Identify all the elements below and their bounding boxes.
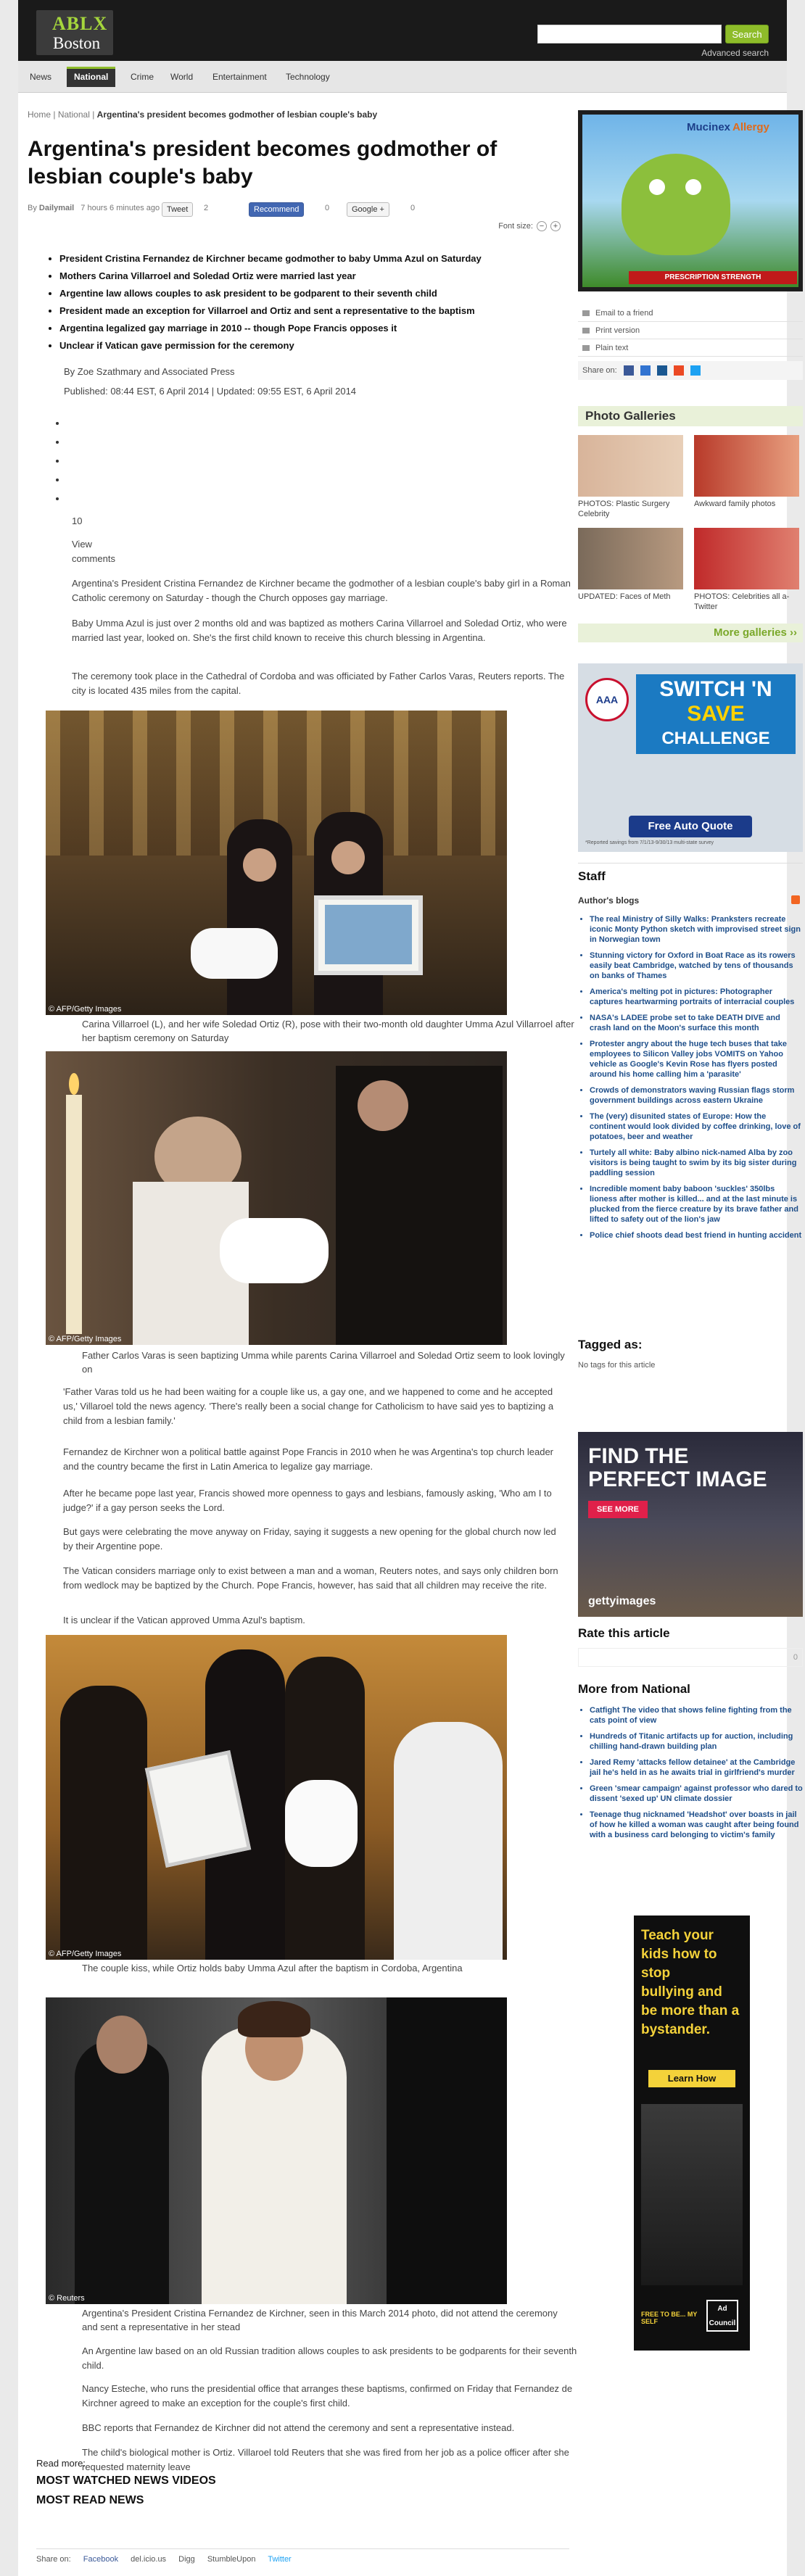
comment-label: comments (72, 553, 115, 564)
rate-box (578, 1626, 803, 1667)
site-header (18, 0, 787, 61)
blog-link[interactable]: • The real Ministry of Silly Walks: Pranksters recreate iconic Monty Python sketch with improvised street sign in Norwegian town (590, 914, 803, 945)
ad-mucinex[interactable] (578, 110, 803, 291)
share-twitter[interactable]: Twitter (268, 2555, 292, 2564)
tagged-box (578, 1338, 803, 1370)
byline (28, 204, 561, 221)
share-digg[interactable]: Digg (178, 2555, 195, 2564)
gallery-label[interactable]: PHOTOS: Plastic Surgery Celebrity (578, 500, 670, 518)
breadcrumb-sep: | (53, 109, 56, 120)
more-link[interactable]: • Green 'smear campaign' against professor who dared to dissent 'sexed up' UN climate dossier (590, 1784, 803, 1804)
ad-line: PERFECT IMAGE (588, 1467, 767, 1491)
gallery-thumb[interactable] (694, 528, 799, 589)
paragraph: But gays were celebrating the move anyway on Friday, saying it suggests a new opening for the global church now led by their Argentine pope. (63, 1526, 556, 1552)
paragraph: The ceremony took place in the Cathedral of Cordoba and was officiated by Father Carlos Varas, Reuters reports. The city is located 435 miles from the capital. (72, 671, 565, 696)
paragraph: Fernandez de Kirchner won a political battle against Pope Francis in 2010 when he was Argentina's top church leader and the country became the first in Latin America to legalize gay marriage. (63, 1446, 553, 1472)
blog-link[interactable]: • NASA's LADEE probe set to take DEATH DIVE and crash land on the Moon's surface this month (590, 1013, 803, 1033)
nav-national[interactable]: National (67, 67, 115, 87)
blog-link[interactable]: • The (very) disunited states of Europe: How the continent would look divided by coffee drinking, love of potatoes, beer and weather (590, 1111, 803, 1142)
photo-credit: © Reuters (49, 2294, 85, 2303)
photo-caption: Carina Villarroel (L), and her wife Soledad Ortiz (R), pose with their two-month old daughter Umma Azul Villarroel after her baptism ceremony on Saturday (82, 1019, 574, 1043)
facebook-icon[interactable] (624, 365, 634, 376)
free-auto-quote-button[interactable]: Free Auto Quote (629, 816, 752, 837)
tagged-heading: Tagged as: (578, 1338, 643, 1351)
authors-blogs-title: Author's blogs (578, 895, 640, 906)
ad-line: Teach your (641, 1928, 714, 1943)
comments-link[interactable] (72, 514, 115, 566)
staff-box (578, 863, 803, 1327)
gallery-label[interactable]: UPDATED: Faces of Meth (578, 592, 671, 601)
galleries-heading: Photo Galleries (578, 406, 803, 426)
ad-tagline: PRESCRIPTION STRENGTH (629, 271, 797, 284)
share-facebook[interactable]: Facebook (83, 2555, 119, 2564)
logo-top: ABLX (52, 13, 108, 34)
ad-council[interactable] (634, 1916, 750, 2351)
digg-icon[interactable] (657, 365, 667, 376)
most-watched-heading[interactable]: MOST WATCHED NEWS VIDEOS (36, 2474, 216, 2487)
blog-link[interactable]: • Crowds of demonstrators waving Russian flags storm government buildings across eastern Ukraine (590, 1085, 803, 1106)
photo-credit: © AFP/Getty Images (49, 1950, 122, 1958)
summary-bullet: • Unclear if Vatican gave permission for the ceremony (59, 337, 550, 355)
print-version-link[interactable]: Print version (578, 322, 803, 339)
page-title: Argentina's president becomes godmother of lesbian couple's baby (28, 137, 498, 189)
summary-bullet: • Argentine law allows couples to ask president to be godparent to their seventh child (59, 285, 550, 302)
summary-bullet: • President made an exception for Villarroel and Ortiz and sent a representative to the baptism (59, 302, 550, 320)
ad-line: FIND THE (588, 1444, 689, 1468)
summary-bullets (49, 250, 550, 355)
blog-link[interactable]: • Protester angry about the huge tech buses that take employees to Silicon Valley jobs VOMITS on Yahoo vehicle as Google's Kevin Rose has flyers posted around his home calling him a 'parasite' (590, 1039, 803, 1080)
ad-getty[interactable] (578, 1432, 803, 1617)
breadcrumb-current: Argentina's president becomes godmother of lesbian couple's baby (96, 109, 378, 120)
share-on-label: Share on: (582, 366, 617, 375)
search-button[interactable]: Search (725, 25, 769, 44)
nav-world[interactable]: World (170, 72, 194, 82)
gallery-thumb[interactable] (578, 435, 683, 497)
tagged-text: No tags for this article (578, 1361, 656, 1370)
photo-caption: Argentina's President Cristina Fernandez de Kirchner, seen in this March 2014 photo, did not attend the ceremony and sent a representative in her stead (82, 2308, 558, 2332)
photo-couple-certificate (46, 711, 507, 1015)
gallery-thumb[interactable] (694, 435, 799, 497)
ad-disclaimer: *Reported savings from 7/1/13-9/30/13 multi-state survey (585, 840, 714, 845)
breadcrumb (28, 109, 377, 120)
paragraph: Baby Umma Azul is just over 2 months old and was baptized as mothers Carina Villarroel and Soledad Ortiz, who were married last year, looked on. She's the first child known to receive this church blessing in Argentina. (72, 618, 567, 643)
published-date: Published: 08:44 EST, 6 April 2014 | Updated: 09:55 EST, 6 April 2014 (64, 386, 357, 397)
summary-bullet: • Argentina legalized gay marriage in 2010 -- though Pope Francis opposes it (59, 320, 550, 337)
more-from-national (578, 1682, 803, 1846)
blog-link[interactable]: • Police chief shoots dead best friend in hunting accident (590, 1230, 803, 1241)
byline-time: 7 hours 6 minutes ago (80, 204, 160, 212)
more-heading: More from National (578, 1682, 690, 1696)
comment-count: 10 (72, 515, 83, 526)
photo-caption: The couple kiss, while Ortiz holds baby Umma Azul after the baptism in Cordoba, Argentina (82, 1963, 463, 1974)
ad-product: Allergy (732, 121, 769, 133)
ad-aaa[interactable]: AAA SWITCH 'N SAVE CHALLENGE Free Auto Quote *Reported savings from 7/1/13-9/30/13 multi-state survey (578, 663, 803, 852)
delicious-icon[interactable] (640, 365, 651, 376)
ad-line: kids how to stop (641, 1947, 717, 1981)
byline-by: By (28, 204, 37, 212)
ad-line: be more than a (641, 2003, 740, 2018)
twitter-icon[interactable] (690, 365, 701, 376)
tweet-button[interactable]: Tweet (162, 202, 193, 217)
email-friend-link[interactable]: Email to a friend (578, 305, 803, 322)
staff-heading: Staff (578, 869, 606, 883)
breadcrumb-home[interactable]: Home (28, 109, 51, 120)
authors-blogs-heading (578, 895, 803, 906)
paragraph: An Argentine law based on an old Russian tradition allows couples to ask presidents to be godparents for their seventh child. (82, 2345, 577, 2371)
photo-caption: Father Carlos Varas is seen baptizing Umma while parents Carina Villarroel and Soledad Ortiz seem to look lovingly on (82, 1350, 565, 1375)
blog-list (578, 914, 803, 1241)
nav-crime[interactable]: Crime (131, 72, 154, 82)
plain-text-link[interactable]: Plain text (578, 339, 803, 357)
more-link[interactable]: • Catfight The video that shows feline fighting from the cats point of view (590, 1705, 803, 1726)
read-more: Read more: (36, 2458, 86, 2469)
summary-bullet: • Mothers Carina Villarroel and Soledad Ortiz were married last year (59, 268, 550, 285)
ad-brand: Mucinex (687, 121, 731, 133)
fb-count: 0 (325, 204, 330, 212)
blog-link[interactable]: • Stunning victory for Oxford in Boat Race as its rowers easily beat Cambridge, watched by tens of thousands on banks of Thames (590, 951, 803, 981)
share-delicious[interactable]: del.icio.us (131, 2555, 167, 2564)
font-increase-button[interactable]: + (550, 221, 561, 231)
more-link[interactable]: • Teenage thug nicknamed 'Headshot' over boasts in jail of how he killed a woman was caught after being found with a business card belonging to victim's family (590, 1810, 803, 1840)
advanced-search-link[interactable]: Advanced search (701, 48, 769, 58)
breadcrumb-sep: | (92, 109, 95, 120)
blog-link[interactable]: • Turtely all white: Baby albino nick-named Alba by zoo visitors is being taught to swim by its big sister during paddling session (590, 1148, 803, 1178)
rate-value: 0 (793, 1653, 798, 1662)
byline-author[interactable]: Dailymail (38, 204, 75, 212)
google-plus-button[interactable]: Google + (347, 202, 389, 217)
photo-couple-kiss (46, 1635, 507, 1960)
photo-galleries (578, 406, 803, 653)
photo-credit: © AFP/Getty Images (49, 1005, 122, 1014)
ad-brand: gettyimages (588, 1595, 656, 1607)
ad-line: bullying and (641, 1984, 722, 2000)
blog-link[interactable]: • America's melting pot in pictures: Photographer captures heartwarming portraits of interracial couples (590, 987, 803, 1007)
empty-list (57, 417, 67, 511)
paragraph: The Vatican considers marriage only to exist between a man and a woman, Reuters notes, and says only children born from wedlock may be baptized by the Church. Pope Francis, however, has said that all children may receive the rite. (63, 1565, 558, 1591)
fb-recommend-button[interactable]: Recommend (249, 202, 304, 217)
article-tools (578, 305, 803, 380)
most-read-heading[interactable]: MOST READ NEWS (36, 2494, 144, 2506)
ad-line: bystander. (641, 2022, 711, 2037)
breadcrumb-national[interactable]: National (57, 109, 90, 120)
paragraph: 'Father Varas told us he had been waiting for a couple like us, a gay one, and we happened to come and he accepted us,' Villaroel told the news agency. 'There's really been a social change for Catholicism to have said yes to baptizing a child from a lesbian family.' (63, 1386, 554, 1426)
ad-slogan: FREE TO BE... MY SELF (641, 2311, 698, 2325)
share-label: Share on: (36, 2555, 71, 2564)
font-decrease-button[interactable]: − (537, 221, 547, 231)
main-nav (18, 61, 787, 93)
font-size-control (498, 221, 561, 231)
photo-credit: © AFP/Getty Images (49, 1335, 122, 1343)
paragraph: After he became pope last year, Francis showed more openness to gays and lesbians, famously asking, 'Who am I to judge?' if a gay person seeks the Lord. (63, 1488, 552, 1513)
more-link[interactable]: • Jared Remy 'attacks fellow detainee' at the Cambridge jail he's held in as he awaits trial in girlfriend's murder (590, 1757, 803, 1778)
gallery-thumb[interactable] (578, 528, 683, 589)
ad-line: SWITCH 'N (659, 677, 772, 701)
paragraph: The child's biological mother is Ortiz. Villaroel told Reuters that she was fired from her job as a police officer after she requested maternity leave (82, 2447, 569, 2472)
page (18, 0, 803, 2576)
gallery-label[interactable]: Awkward family photos (694, 500, 776, 508)
more-link[interactable]: • Hundreds of Titanic artifacts up for auction, including chilling hand-drawn building plan (590, 1731, 803, 1752)
paragraph: Argentina's President Cristina Fernandez de Kirchner became the godmother of a lesbian couple's baby girl in a Roman Catholic ceremony on Saturday - though the Church opposes gay marriage. (72, 578, 571, 603)
google-count: 0 (410, 204, 416, 212)
authors: By Zoe Szathmary and Associated Press (64, 366, 235, 377)
search-input[interactable] (537, 25, 722, 44)
comment-view: View (72, 539, 92, 550)
gallery-label[interactable]: PHOTOS: Celebrities all a-Twitter (694, 592, 790, 611)
share-stumbleupon[interactable]: StumbleUpon (207, 2555, 256, 2564)
paragraph: Nancy Esteche, who runs the presidential office that arranges these baptisms, confirmed on Friday that Fernandez de Kirchner agreed to make an exception for the couple's first child. (82, 2383, 573, 2409)
more-list (578, 1705, 803, 1840)
paragraph: BBC reports that Fernandez de Kirchner did not attend the ceremony and sent a representative instead. (82, 2422, 515, 2433)
nav-technology[interactable]: Technology (286, 72, 330, 82)
share-on-row (578, 361, 803, 380)
paragraph: It is unclear if the Vatican approved Umma Azul's baptism. (63, 1615, 305, 1625)
tweet-count: 2 (204, 204, 209, 212)
summary-bullet: • President Cristina Fernandez de Kirchner became godmother to baby Umma Azul on Saturday (59, 250, 550, 268)
photo-president (46, 1997, 507, 2304)
more-galleries-link[interactable]: More galleries ›› (578, 624, 803, 642)
rate-widget[interactable] (578, 1648, 803, 1667)
learn-how-button[interactable]: Learn How (648, 2070, 735, 2087)
see-more-button[interactable]: SEE MORE (588, 1501, 648, 1518)
nav-entertainment[interactable]: Entertainment (212, 72, 267, 82)
ad-council-badge: Ad Council (706, 2300, 738, 2332)
site-logo[interactable] (36, 10, 113, 55)
logo-bottom: Boston (53, 34, 101, 52)
ad-line: CHALLENGE (661, 729, 770, 748)
rss-icon[interactable] (791, 895, 800, 904)
blog-link[interactable]: • Incredible moment baby baboon 'suckles' 350lbs lioness after mother is killed... and at the last minute is plucked from the fierce creature by its brave father and lifted to safety out of the lion's jaw (590, 1184, 803, 1225)
photo-baptism (46, 1051, 507, 1345)
rate-heading: Rate this article (578, 1626, 670, 1640)
share-bar (36, 2548, 569, 2564)
ad-line: SAVE (687, 702, 745, 726)
font-size-label: Font size: (498, 222, 533, 231)
nav-news[interactable]: News (30, 72, 52, 82)
stumbleupon-icon[interactable] (674, 365, 684, 376)
